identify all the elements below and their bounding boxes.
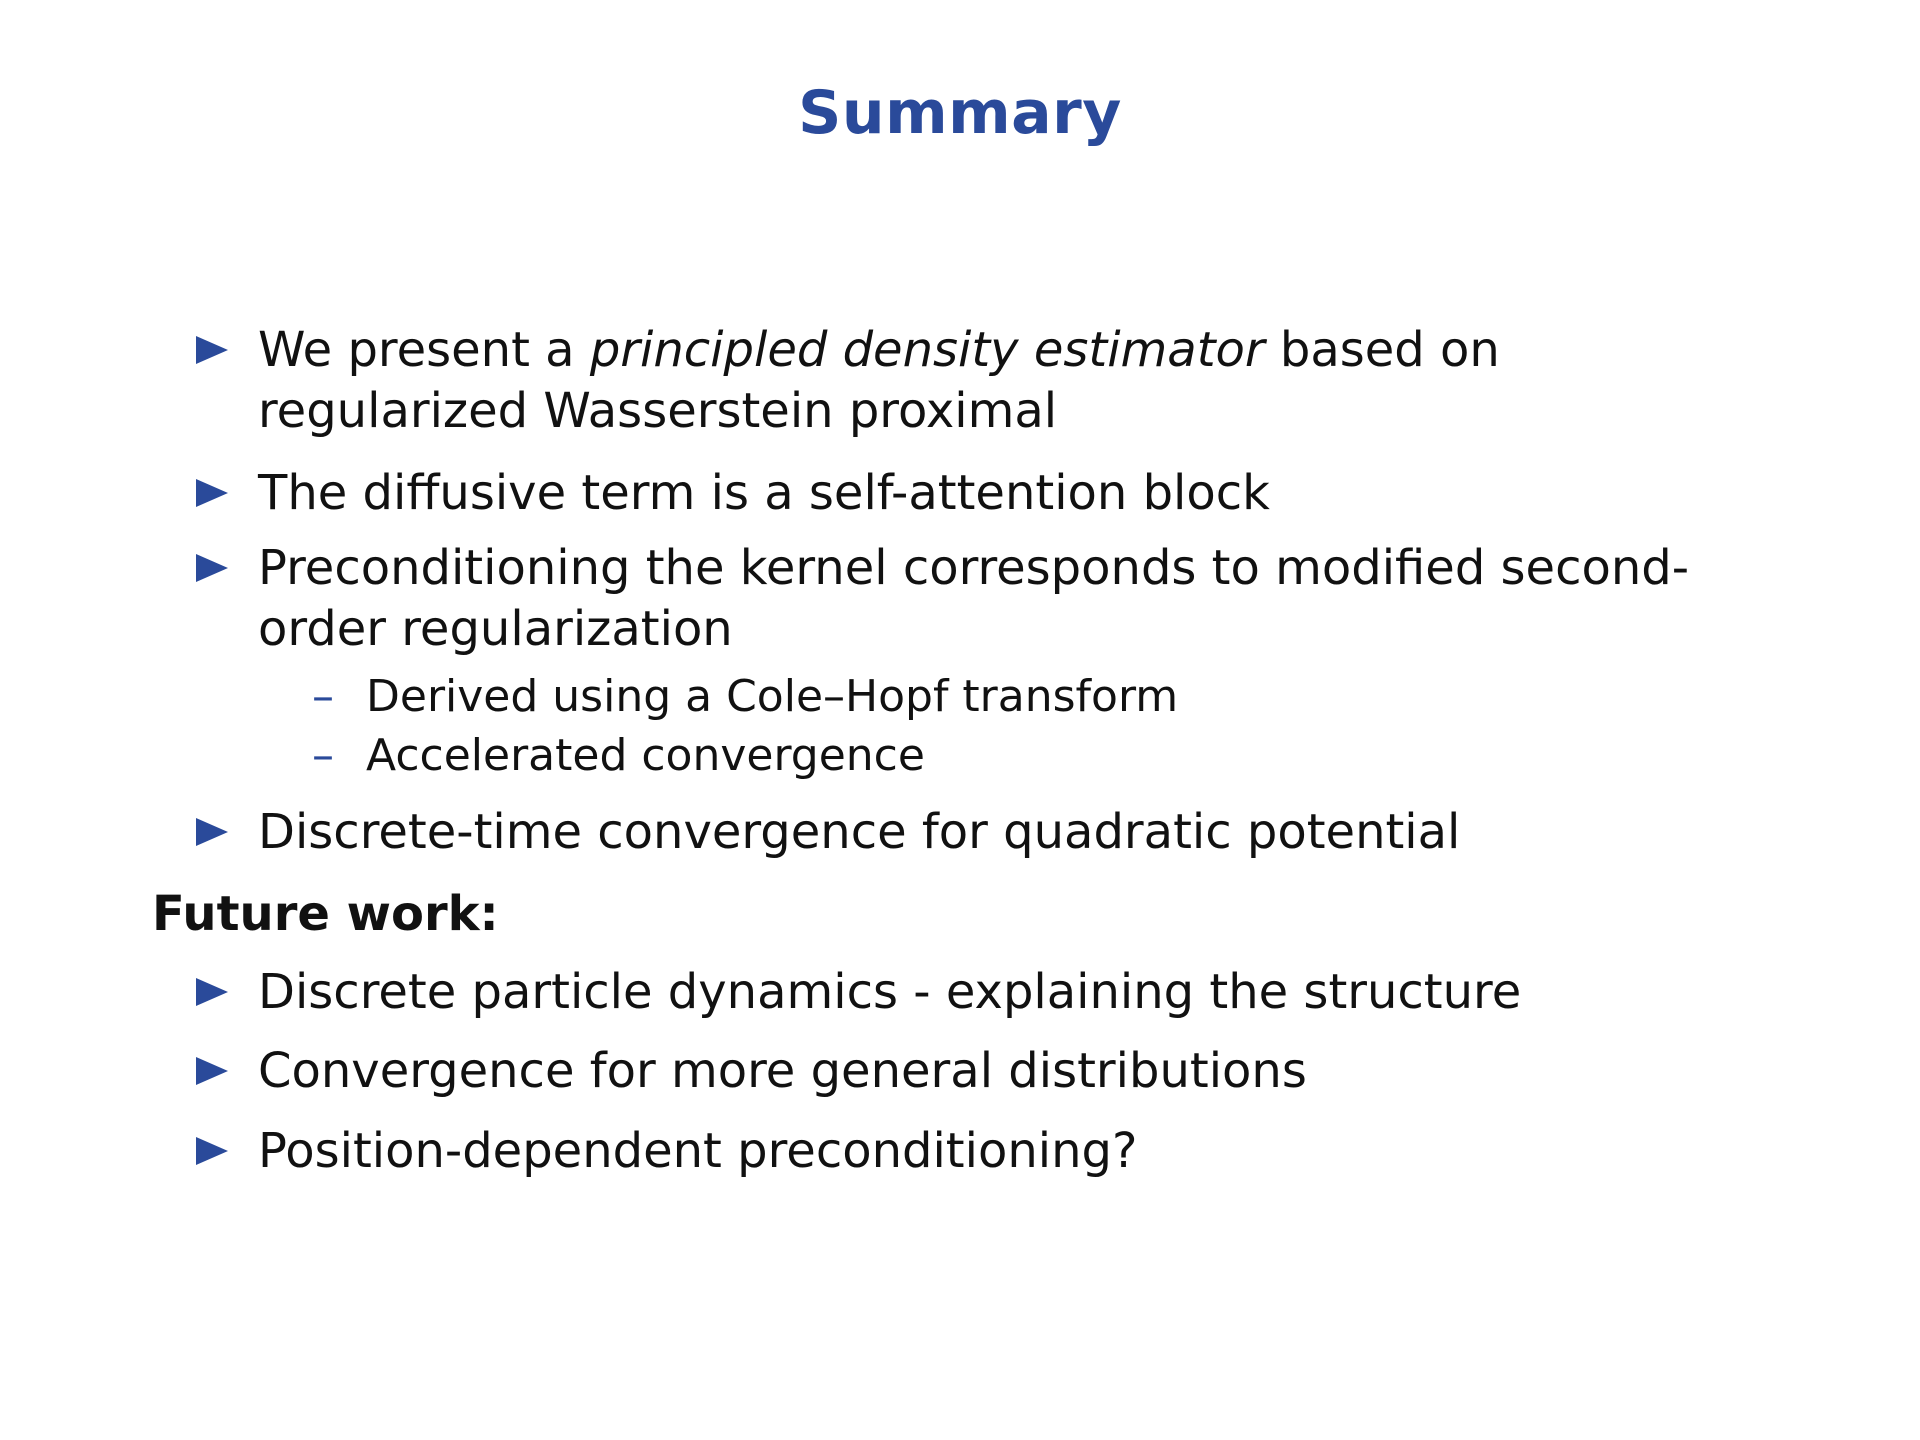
triangle-bullet-icon xyxy=(196,479,228,507)
bullet-text xyxy=(258,320,1736,442)
future-work-heading: Future work: xyxy=(152,886,499,942)
slide-title: Summary xyxy=(798,78,1122,148)
sub-bullet-text: Derived using a Cole–Hopf transform xyxy=(366,671,1179,722)
dash-marker: – xyxy=(312,671,334,722)
dash-marker: – xyxy=(312,730,334,781)
emphasized-text: principled density estimator xyxy=(589,322,1265,378)
triangle-bullet-icon xyxy=(196,1137,228,1165)
future-item xyxy=(196,1041,1736,1102)
future-item-text: Discrete particle dynamics - explaining the structure xyxy=(258,964,1522,1020)
bullet-text-part: We present a xyxy=(258,322,590,378)
sub-bullet-item xyxy=(312,727,925,785)
bullet-text: Discrete-time convergence for quadratic potential xyxy=(258,804,1461,860)
triangle-bullet-icon xyxy=(196,554,228,582)
future-item-text: Position-dependent preconditioning? xyxy=(258,1123,1138,1179)
bullet-text-part: based on regularized Wasserstein proximal xyxy=(258,322,1500,439)
triangle-bullet-icon xyxy=(196,978,228,1006)
bullet-item xyxy=(196,320,1736,442)
triangle-bullet-icon xyxy=(196,336,228,364)
bullet-text: Preconditioning the kernel corresponds to modified second-order regularization xyxy=(258,540,1690,657)
sub-bullet-text: Accelerated convergence xyxy=(366,730,925,781)
sub-bullet-item xyxy=(312,668,1178,726)
future-item-text: Convergence for more general distributions xyxy=(258,1043,1307,1099)
bullet-item xyxy=(196,463,1736,524)
bullet-text: The diffusive term is a self-attention block xyxy=(258,465,1270,521)
triangle-bullet-icon xyxy=(196,818,228,846)
future-item xyxy=(196,962,1736,1023)
triangle-bullet-icon xyxy=(196,1057,228,1085)
bullet-item xyxy=(196,802,1736,863)
bullet-item xyxy=(196,538,1736,660)
future-item xyxy=(196,1121,1736,1182)
